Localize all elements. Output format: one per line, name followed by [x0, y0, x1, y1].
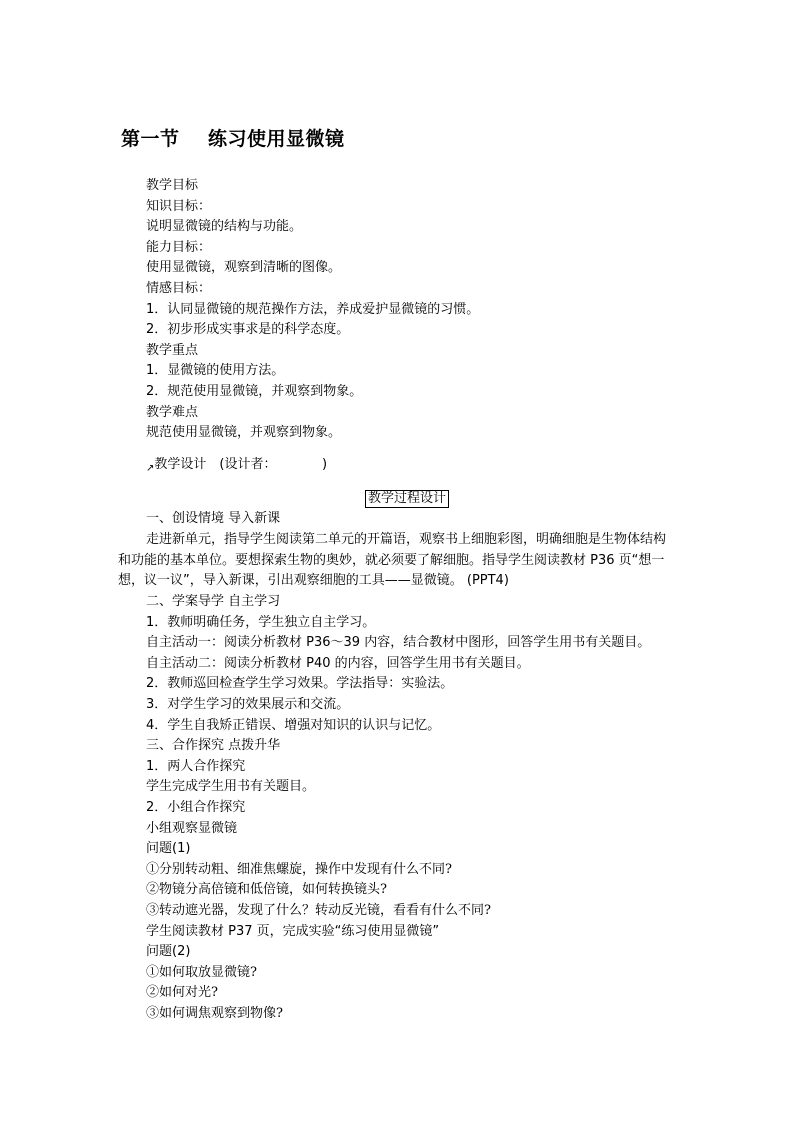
text-line: 1．认同显微镜的规范操作方法，养成爱护显微镜的习惯。 [146, 301, 480, 317]
question-item: ①如何取放显微镜? [146, 964, 257, 980]
text-line: 1．显微镜的使用方法。 [146, 363, 285, 379]
text-line: 2．小组合作探究 [146, 799, 246, 815]
text-line: 2．初步形成实事求是的科学态度。 [146, 322, 350, 338]
design-label: 教学设计 (设计者： ) [154, 457, 328, 472]
question-item: ②如何对光? [146, 985, 218, 1001]
text-line: 三、合作探究 点拨升华 [146, 738, 281, 754]
text-line: 4．学生自我矫正错误、增强对知识的认识与记忆。 [146, 717, 441, 733]
teaching-objectives [146, 176, 706, 444]
text-line: 知识目标： [146, 198, 212, 214]
process-title-wrap [0, 487, 794, 508]
design-line [146, 455, 706, 476]
page-title: 第一节 练习使用显微镜 [121, 128, 345, 150]
text-line: 学生完成学生用书有关题目。 [146, 779, 316, 795]
question-item: ②物镜分高倍镜和低倍镜，如何转换镜头? [146, 882, 387, 898]
text-line: 能力目标： [146, 239, 212, 255]
anchor-mark-icon: ↗ [146, 463, 155, 474]
text-line: 问题(2) [146, 944, 191, 960]
text-line: 自主活动二：阅读分析教材 P40 的内容，回答学生用书有关题目。 [146, 655, 530, 671]
text-line: 自主活动一：阅读分析教材 P36～39 内容，结合教材中图形，回答学生用书有关题目。 [146, 635, 651, 651]
text-line: 教学难点 [146, 404, 199, 420]
section-1-body [118, 530, 678, 592]
text-line: 使用显微镜，观察到清晰的图像。 [146, 260, 342, 276]
text-line: 说明显微镜的结构与功能。 [146, 219, 303, 235]
text-line: 规范使用显微镜，并观察到物象。 [146, 425, 342, 441]
paragraph: 走进新单元，指导学生阅读第二单元的开篇语，观察书上细胞彩图，明确细胞是生物体结构和功能的基本单位。要想探索生物的奥妙，就必须要了解细胞。指导学生阅读教材 P36 页“想一想，议一议”，导入新课，引出观察细胞的工具——显微镜。 (PPT4) [118, 532, 667, 589]
question-item: ①分别转动粗、细准焦螺旋，操作中发现有什么不同? [146, 861, 452, 877]
question-item: ③如何调焦观察到物像? [146, 1005, 283, 1021]
process-title: 教学过程设计 [365, 490, 449, 508]
text-line: 小组观察显微镜 [146, 820, 238, 836]
text-line: 3．对学生学习的效果展示和交流。 [146, 696, 350, 712]
section-heading: 一、创设情境 导入新课 [146, 511, 281, 526]
text-line: 问题(1) [146, 841, 191, 857]
text-line: 学生阅读教材 P37 页，完成实验“练习使用显微镜” [146, 923, 440, 939]
text-line: 二、学案导学 自主学习 [146, 594, 281, 609]
text-line: 教学目标 [146, 178, 199, 193]
section-1 [146, 509, 706, 530]
text-line: 2．教师巡回检查学生学习效果。学法指导：实验法。 [146, 676, 454, 692]
text-line: 1．两人合作探究 [146, 758, 246, 774]
text-line: 2．规范使用显微镜，并观察到物象。 [146, 383, 363, 399]
text-line: 1．教师明确任务，学生独立自主学习。 [146, 614, 376, 630]
text-line: 情感目标： [146, 280, 212, 296]
text-line: 教学重点 [146, 342, 199, 358]
question-item: ③转动遮光器，发现了什么？转动反光镜，看看有什么不同? [146, 902, 491, 918]
section-2 [146, 592, 706, 1024]
